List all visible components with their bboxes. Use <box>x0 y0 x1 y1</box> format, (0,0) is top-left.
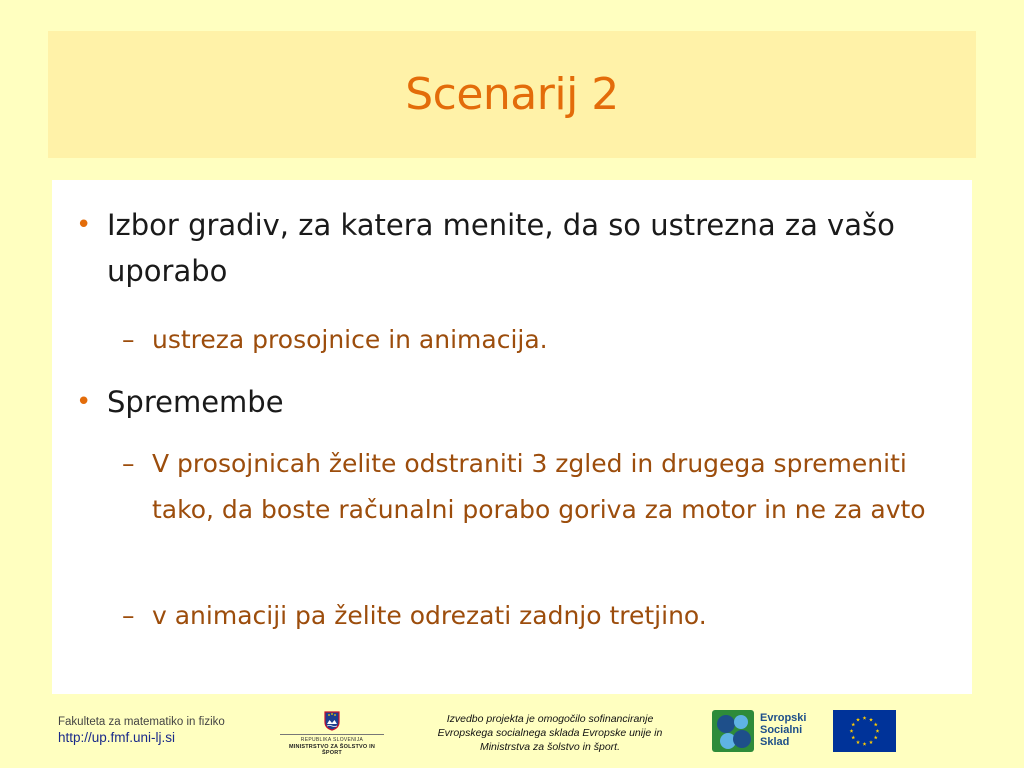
dash-marker: – <box>122 449 135 478</box>
eu-flag-icon <box>833 710 896 752</box>
bullet-item <box>76 202 947 294</box>
esf-word: Sklad <box>760 736 790 748</box>
esf-word: Evropski <box>760 712 807 724</box>
title-band <box>48 31 976 158</box>
bullet-text: Spremembe <box>107 385 284 419</box>
ministry-divider <box>280 734 384 735</box>
sub-bullet-text: v animaciji pa želite odrezati zadnjo tretjino. <box>152 601 707 630</box>
sub-bullet-item <box>122 593 962 639</box>
sub-bullet-item <box>122 441 962 533</box>
bullet-marker: • <box>76 210 92 240</box>
esf-logo <box>712 708 816 754</box>
dash-marker: – <box>122 325 135 354</box>
esf-label <box>760 712 806 748</box>
dash-marker: – <box>122 601 135 630</box>
ministry-country: REPUBLIKA SLOVENIJA <box>300 737 364 743</box>
bullet-item <box>76 379 947 425</box>
faculty-url-link[interactable]: http://up.fmf.uni-lj.si <box>58 730 176 745</box>
sub-bullet-item <box>122 317 962 363</box>
slide-title: Scenarij 2 <box>405 69 619 120</box>
esf-word: Socialni <box>760 724 803 736</box>
funding-line: Izvedbo projekta je omogočilo sofinanciranje <box>446 713 654 725</box>
sub-bullet-text: V prosojnicah želite odstraniti 3 zgled in drugega spremeniti tako, da boste računalni porabo goriva za motor in ne za avto <box>152 449 926 524</box>
bullet-marker: • <box>76 387 92 417</box>
ministry-name: MINISTRSTVO ZA ŠOLSTVO IN ŠPORT <box>288 744 376 756</box>
esf-emblem-icon <box>712 708 756 754</box>
bullet-text: Izbor gradiv, za katera menite, da so ustrezna za vašo uporabo <box>107 208 895 288</box>
funding-line: Ministrstva za šolstvo in šport. <box>479 741 621 753</box>
sub-bullet-text: ustreza prosojnice in animacija. <box>152 325 548 354</box>
funding-notice <box>400 712 700 754</box>
faculty-name: Fakulteta za matematiko in fiziko <box>58 716 225 728</box>
ministry-logo <box>280 710 384 754</box>
funding-line: Evropskega socialnega sklada Evropske unije in <box>437 727 663 739</box>
slovenia-crest-icon <box>324 711 340 731</box>
faculty-footer <box>58 716 225 745</box>
content-area <box>52 180 972 694</box>
